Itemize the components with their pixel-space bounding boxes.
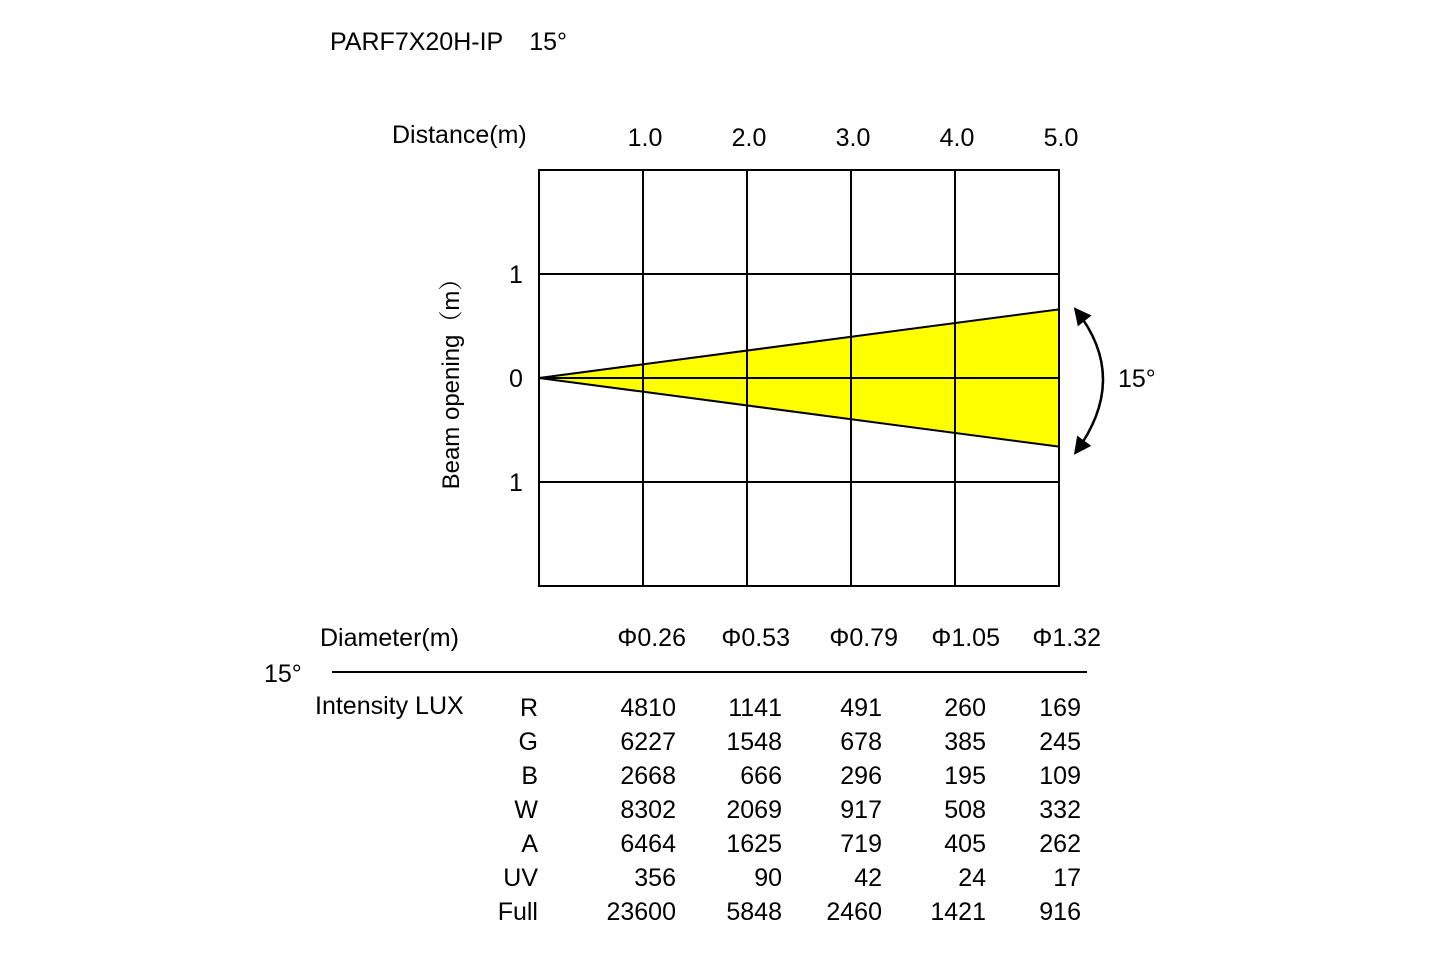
channel-label: G bbox=[518, 728, 538, 756]
lux-value: 508 bbox=[944, 796, 986, 824]
diameter-value: Φ1.05 bbox=[931, 624, 1000, 652]
lux-value: 262 bbox=[1039, 830, 1081, 858]
channel-label: A bbox=[521, 830, 538, 858]
lux-value: 8302 bbox=[620, 796, 676, 824]
channel-label: B bbox=[521, 762, 538, 790]
y-tick-label: 1 bbox=[509, 261, 523, 289]
lux-value: 385 bbox=[944, 728, 986, 756]
title-beam-angle: 15° bbox=[529, 28, 568, 56]
lux-value: 169 bbox=[1039, 694, 1081, 722]
lux-value: 678 bbox=[840, 728, 882, 756]
lux-value: 42 bbox=[854, 864, 882, 892]
diameter-value: Φ0.26 bbox=[617, 624, 686, 652]
lux-value: 1421 bbox=[930, 898, 986, 926]
lux-value: 6227 bbox=[620, 728, 676, 756]
lux-value: 1548 bbox=[726, 728, 782, 756]
table-divider bbox=[332, 671, 1087, 673]
lux-value: 195 bbox=[944, 762, 986, 790]
lux-value: 17 bbox=[1053, 864, 1081, 892]
lux-value: 1625 bbox=[726, 830, 782, 858]
lux-value: 90 bbox=[754, 864, 782, 892]
x-tick-label: 5.0 bbox=[1043, 124, 1079, 152]
lux-value: 1141 bbox=[728, 694, 782, 722]
lux-value: 296 bbox=[840, 762, 882, 790]
lux-value: 2460 bbox=[826, 898, 882, 926]
beam-angle-label: 15° bbox=[1118, 365, 1156, 393]
channel-label: R bbox=[519, 694, 538, 722]
x-axis-label: Distance(m) bbox=[392, 121, 527, 149]
channel-label: Full bbox=[497, 898, 538, 926]
y-tick-label: 0 bbox=[509, 365, 523, 393]
lux-value: 666 bbox=[740, 762, 782, 790]
lux-value: 719 bbox=[840, 830, 882, 858]
lux-value: 2069 bbox=[726, 796, 782, 824]
lux-value: 332 bbox=[1039, 796, 1081, 824]
lux-value: 245 bbox=[1039, 728, 1081, 756]
lux-value: 917 bbox=[840, 796, 882, 824]
intensity-label: Intensity LUX bbox=[315, 692, 464, 720]
lux-value: 916 bbox=[1039, 898, 1081, 926]
y-tick-label: 1 bbox=[509, 469, 523, 497]
diameter-label: Diameter(m) bbox=[320, 624, 459, 652]
diameter-value: Φ1.32 bbox=[1032, 624, 1101, 652]
lux-value: 6464 bbox=[620, 830, 676, 858]
lux-value: 356 bbox=[634, 864, 676, 892]
lux-value: 2668 bbox=[620, 762, 676, 790]
lux-value: 4810 bbox=[620, 694, 676, 722]
diameter-value: Φ0.53 bbox=[721, 624, 790, 652]
beam-angle-arrow bbox=[1076, 310, 1103, 452]
table-angle-label: 15° bbox=[264, 660, 302, 688]
lux-value: 24 bbox=[958, 864, 986, 892]
channel-label: W bbox=[514, 796, 538, 824]
model-name: PARF7X20H-IP bbox=[330, 28, 504, 56]
lux-value: 491 bbox=[840, 694, 882, 722]
lux-value: 260 bbox=[944, 694, 986, 722]
lux-value: 5848 bbox=[726, 898, 782, 926]
x-tick-label: 1.0 bbox=[627, 124, 663, 152]
diameter-value: Φ0.79 bbox=[829, 624, 898, 652]
x-tick-label: 2.0 bbox=[731, 124, 767, 152]
x-tick-label: 3.0 bbox=[835, 124, 871, 152]
lux-value: 405 bbox=[944, 830, 986, 858]
lux-value: 23600 bbox=[606, 898, 676, 926]
x-tick-label: 4.0 bbox=[939, 124, 975, 152]
channel-label: UV bbox=[503, 864, 538, 892]
lux-value: 109 bbox=[1039, 762, 1081, 790]
y-axis-label: Beam opening（m） bbox=[438, 266, 465, 490]
